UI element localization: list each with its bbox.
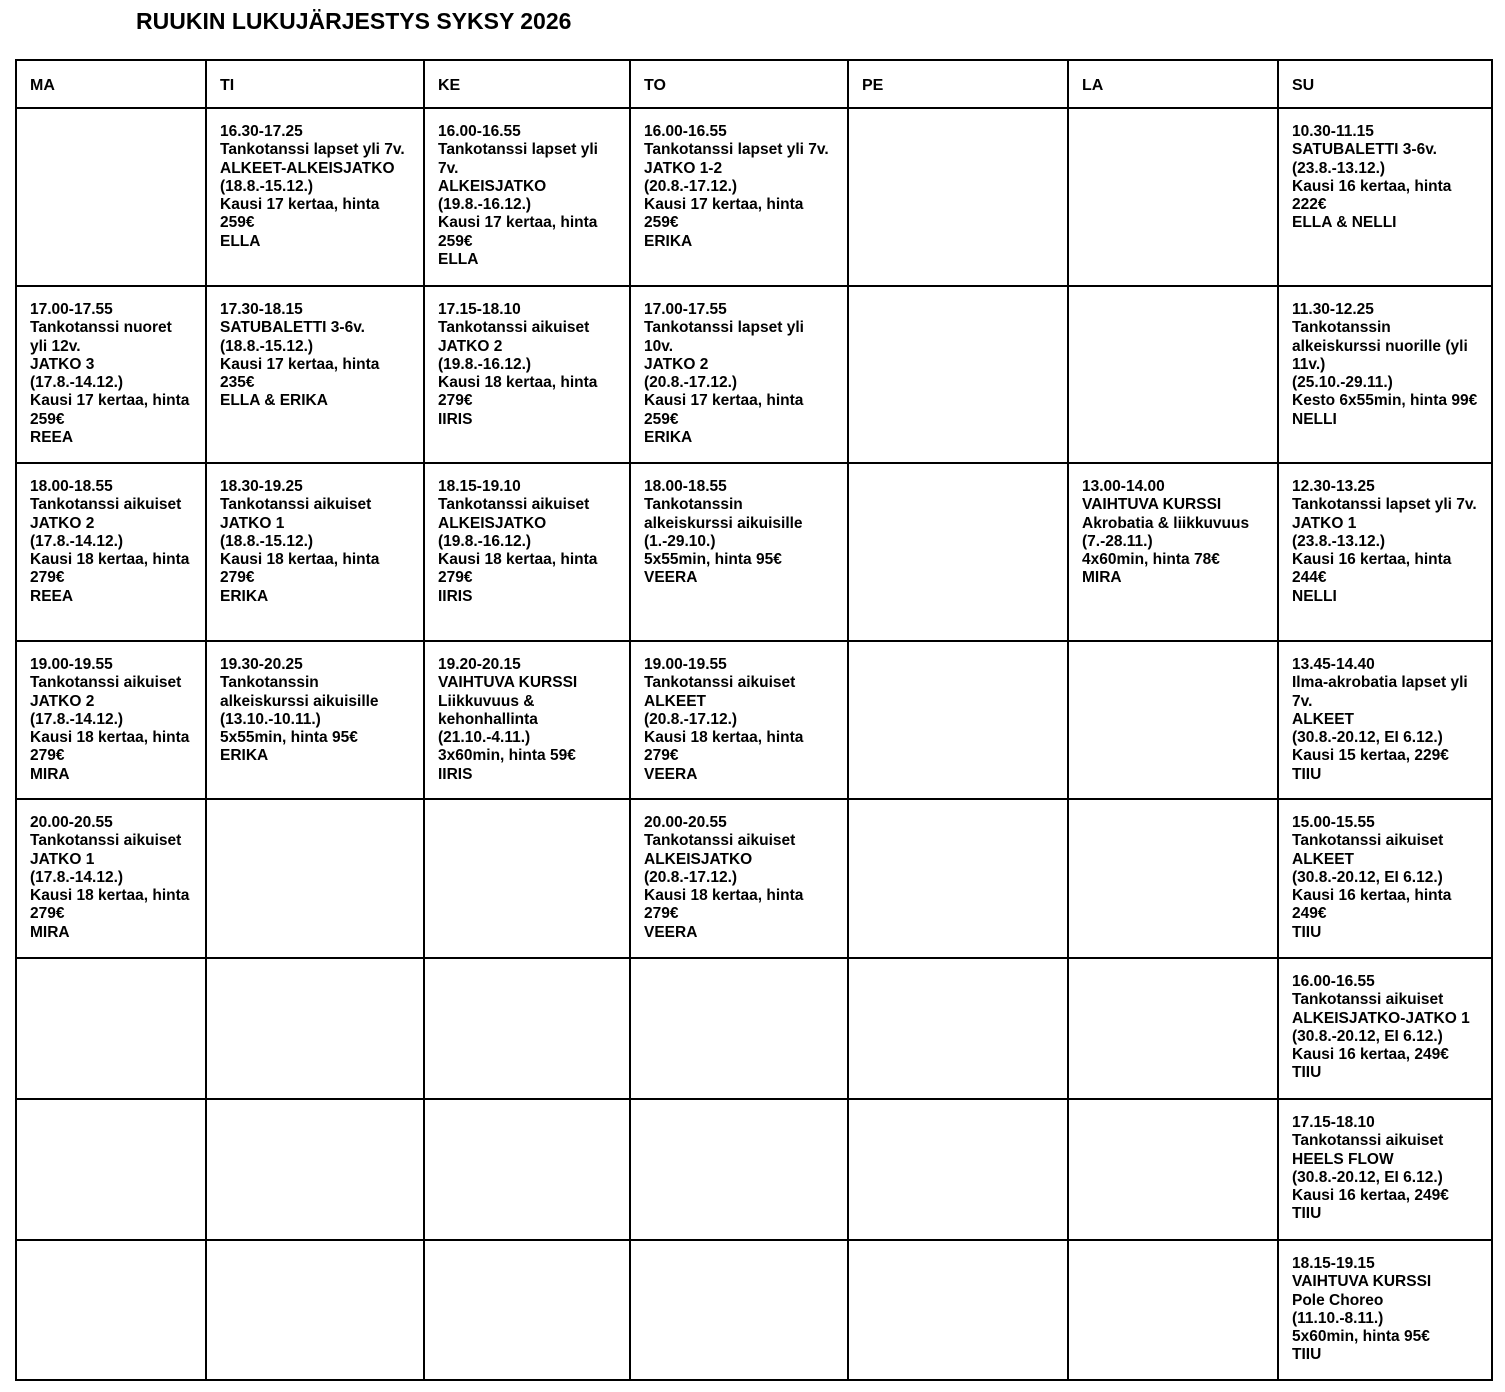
class-time: 17.00-17.55	[644, 301, 727, 318]
class-slot-su	[1278, 1240, 1492, 1380]
empty-slot	[206, 1099, 424, 1240]
class-detail: Kausi 17 kertaa, hinta 259€	[438, 214, 598, 250]
class-time: 10.30-11.15	[1292, 123, 1374, 140]
class-detail: ELLA & NELLI	[1292, 214, 1397, 232]
class-time: 20.00-20.55	[644, 814, 727, 831]
class-detail: (30.8.-20.12, EI 6.12.)	[1292, 868, 1443, 886]
class-detail: Liikkuvuus & kehonhallinta	[438, 692, 538, 728]
class-detail: (30.8.-20.12, EI 6.12.)	[1292, 1168, 1443, 1186]
class-slot-to	[630, 108, 848, 286]
class-time: 11.30-12.25	[1292, 301, 1374, 318]
class-detail: (25.10.-29.11.)	[1292, 374, 1393, 392]
empty-slot	[424, 1099, 630, 1240]
class-detail: (17.8.-14.12.)	[30, 868, 124, 886]
class-detail: MIRA	[1082, 569, 1122, 587]
class-time: 17.00-17.55	[30, 301, 113, 318]
class-name: Tankotanssi aikuiset	[1292, 832, 1444, 850]
empty-slot	[848, 463, 1068, 641]
class-detail: (13.10.-10.11.)	[220, 710, 321, 728]
class-detail: JATKO 2	[30, 514, 95, 532]
class-time: 13.00-14.00	[1082, 478, 1165, 495]
class-detail: MIRA	[30, 765, 70, 783]
empty-slot	[848, 108, 1068, 286]
empty-slot	[206, 1240, 424, 1380]
class-time: 16.00-16.55	[1292, 973, 1375, 990]
class-slot-su	[1278, 463, 1492, 641]
class-detail: JATKO 1	[220, 514, 285, 532]
class-detail: ALKEISJATKO	[438, 514, 547, 532]
class-detail: ELLA	[220, 232, 261, 250]
class-detail: Kausi 17 kertaa, hinta 259€	[644, 392, 804, 428]
class-detail: Kausi 18 kertaa, hinta 279€	[438, 374, 598, 410]
empty-slot	[630, 1240, 848, 1380]
class-detail: ALKEET-ALKEISJATKO	[220, 159, 395, 177]
class-detail: Kausi 17 kertaa, hinta 259€	[644, 196, 804, 232]
class-detail: JATKO 2	[644, 355, 709, 373]
class-detail: JATKO 2	[438, 337, 503, 355]
class-detail: (19.8.-16.12.)	[438, 196, 532, 214]
schedule-row	[16, 463, 1492, 641]
empty-slot	[848, 1099, 1068, 1240]
empty-slot	[1068, 799, 1278, 958]
class-detail: (20.8.-17.12.)	[644, 710, 738, 728]
empty-slot	[1068, 108, 1278, 286]
class-time: 17.15-18.10	[1292, 1114, 1375, 1131]
class-detail: (17.8.-14.12.)	[30, 710, 124, 728]
class-detail: JATKO 1	[30, 850, 95, 868]
class-slot-su	[1278, 958, 1492, 1099]
class-name: Tankotanssi aikuiset	[1292, 991, 1444, 1009]
class-detail: TIIU	[1292, 1346, 1322, 1364]
class-detail: TIIU	[1292, 1064, 1322, 1082]
empty-slot	[1068, 1240, 1278, 1380]
empty-slot	[1068, 286, 1278, 463]
empty-slot	[630, 958, 848, 1099]
empty-slot	[206, 799, 424, 958]
class-detail: (19.8.-16.12.)	[438, 355, 532, 373]
class-time: 16.30-17.25	[220, 123, 303, 140]
empty-slot	[1068, 958, 1278, 1099]
class-detail: (30.8.-20.12, EI 6.12.)	[1292, 1027, 1443, 1045]
class-slot-su	[1278, 641, 1492, 799]
class-detail: Pole Choreo	[1292, 1291, 1384, 1309]
class-name: Tankotanssi aikuiset	[30, 496, 182, 514]
class-detail: (23.8.-13.12.)	[1292, 159, 1386, 177]
class-slot-ke	[424, 641, 630, 799]
class-detail: (18.8.-15.12.)	[220, 177, 314, 195]
class-detail: ALKEISJATKO	[438, 177, 547, 195]
class-name: Tankotanssi aikuiset	[30, 832, 182, 850]
day-header-pe: PE	[848, 60, 1068, 108]
class-slot-ke	[424, 286, 630, 463]
empty-slot	[848, 286, 1068, 463]
class-name: Ilma-akrobatia lapset yli 7v.	[1292, 674, 1468, 710]
class-slot-ti	[206, 286, 424, 463]
empty-slot	[1068, 1099, 1278, 1240]
class-name: Tankotanssin alkeiskurssi nuorille (yli 11v.)	[1292, 319, 1468, 373]
class-detail: 3x60min, hinta 59€	[438, 747, 576, 765]
empty-slot	[424, 799, 630, 958]
class-detail: (7.-28.11.)	[1082, 532, 1153, 550]
class-detail: REEA	[30, 587, 74, 605]
schedule-row	[16, 641, 1492, 799]
class-detail: Kausi 16 kertaa, hinta 244€	[1292, 551, 1452, 587]
empty-slot	[16, 1099, 206, 1240]
schedule-row	[16, 958, 1492, 1099]
class-name: SATUBALETTI 3-6v.	[1292, 141, 1437, 159]
class-detail: Kausi 17 kertaa, hinta 235€	[220, 355, 380, 392]
class-time: 19.30-20.25	[220, 656, 303, 673]
class-name: Tankotanssi aikuiset	[438, 319, 590, 337]
class-name: Tankotanssi aikuiset	[644, 674, 796, 692]
class-slot-to	[630, 286, 848, 463]
class-time: 17.15-18.10	[438, 301, 521, 318]
class-time: 17.30-18.15	[220, 301, 303, 318]
class-detail: (1.-29.10.)	[644, 532, 716, 550]
class-time: 19.00-19.55	[30, 656, 113, 673]
class-detail: (20.8.-17.12.)	[644, 868, 738, 886]
class-name: Tankotanssin alkeiskurssi aikuisille	[644, 496, 803, 532]
class-time: 19.20-20.15	[438, 656, 521, 673]
class-time: 19.00-19.55	[644, 656, 727, 673]
class-detail: (20.8.-17.12.)	[644, 177, 738, 195]
class-detail: VEERA	[644, 569, 698, 587]
class-detail: NELLI	[1292, 410, 1337, 428]
class-detail: Kausi 16 kertaa, hinta 222€	[1292, 177, 1452, 214]
class-time: 13.45-14.40	[1292, 656, 1375, 673]
class-detail: VEERA	[644, 923, 698, 941]
class-slot-to	[630, 799, 848, 958]
class-detail: Kausi 16 kertaa, hinta 249€	[1292, 887, 1452, 923]
class-name: Tankotanssin alkeiskurssi aikuisille	[220, 674, 379, 710]
class-name: Tankotanssi lapset yli 7v.	[438, 141, 598, 177]
class-slot-to	[630, 463, 848, 641]
class-name: Tankotanssi lapset yli 7v.	[644, 141, 829, 159]
class-detail: (20.8.-17.12.)	[644, 374, 738, 392]
class-time: 20.00-20.55	[30, 814, 113, 831]
header-row	[16, 60, 1492, 108]
class-detail: Kausi 15 kertaa, 229€	[1292, 747, 1449, 765]
class-detail: (17.8.-14.12.)	[30, 532, 124, 550]
empty-slot	[424, 958, 630, 1099]
empty-slot	[848, 1240, 1068, 1380]
class-name: SATUBALETTI 3-6v.	[220, 319, 365, 337]
empty-slot	[630, 1099, 848, 1240]
class-detail: Kausi 17 kertaa, hinta 259€	[220, 196, 380, 232]
class-detail: Akrobatia & liikkuvuus	[1082, 514, 1250, 532]
class-detail: ELLA	[438, 251, 479, 269]
class-detail: (18.8.-15.12.)	[220, 337, 314, 355]
class-slot-ma	[16, 286, 206, 463]
class-detail: Kausi 18 kertaa, hinta 279€	[438, 551, 598, 587]
class-detail: 5x55min, hinta 95€	[220, 729, 358, 747]
class-slot-su	[1278, 1099, 1492, 1240]
class-time: 16.00-16.55	[644, 123, 727, 140]
class-detail: JATKO 2	[30, 692, 95, 710]
class-detail: Kausi 18 kertaa, hinta 279€	[644, 729, 804, 765]
class-detail: 5x60min, hinta 95€	[1292, 1328, 1430, 1346]
class-detail: Kausi 18 kertaa, hinta 279€	[30, 551, 190, 587]
schedule-row	[16, 1240, 1492, 1380]
schedule-row	[16, 286, 1492, 463]
class-slot-su	[1278, 286, 1492, 463]
class-time: 15.00-15.55	[1292, 814, 1375, 831]
class-name: Tankotanssi aikuiset	[220, 496, 372, 514]
page-title: RUUKIN LUKUJÄRJESTYS SYKSY 2026	[136, 8, 572, 34]
class-detail: ERIKA	[644, 429, 693, 447]
class-detail: IIRIS	[438, 410, 473, 428]
class-name: Tankotanssi lapset yli 10v.	[644, 319, 804, 355]
class-name: VAIHTUVA KURSSI	[1292, 1273, 1432, 1291]
class-name: VAIHTUVA KURSSI	[438, 674, 578, 692]
class-time: 18.15-19.15	[1292, 1255, 1375, 1272]
class-slot-ke	[424, 108, 630, 286]
class-slot-la	[1068, 463, 1278, 641]
empty-slot	[206, 958, 424, 1099]
class-slot-su	[1278, 799, 1492, 958]
class-name: Tankotanssi lapset yli 7v.	[1292, 496, 1477, 514]
class-detail: 5x55min, hinta 95€	[644, 551, 782, 569]
day-header-ti: TI	[206, 60, 424, 108]
day-header-la: LA	[1068, 60, 1278, 108]
class-time: 18.15-19.10	[438, 478, 521, 495]
schedule-row	[16, 1099, 1492, 1240]
class-time: 18.30-19.25	[220, 478, 303, 495]
class-slot-ti	[206, 108, 424, 286]
class-detail: TIIU	[1292, 765, 1322, 783]
class-time: 18.00-18.55	[30, 478, 113, 495]
class-name: Tankotanssi aikuiset	[644, 832, 796, 850]
class-time: 16.00-16.55	[438, 123, 521, 140]
class-detail: (11.10.-8.11.)	[1292, 1309, 1384, 1327]
class-time: 12.30-13.25	[1292, 478, 1375, 495]
empty-slot	[16, 958, 206, 1099]
class-detail: NELLI	[1292, 587, 1337, 605]
day-header-su: SU	[1278, 60, 1492, 108]
class-detail: (23.8.-13.12.)	[1292, 532, 1386, 550]
class-detail: (17.8.-14.12.)	[30, 374, 124, 392]
day-header-ke: KE	[424, 60, 630, 108]
empty-slot	[16, 1240, 206, 1380]
class-detail: JATKO 1-2	[644, 159, 723, 177]
class-detail: JATKO 3	[30, 355, 95, 373]
class-slot-to	[630, 641, 848, 799]
class-detail: Kausi 18 kertaa, hinta 279€	[644, 887, 804, 923]
class-detail: (19.8.-16.12.)	[438, 532, 532, 550]
class-name: VAIHTUVA KURSSI	[1082, 496, 1222, 514]
class-slot-ke	[424, 463, 630, 641]
empty-slot	[1068, 641, 1278, 799]
schedule-row	[16, 799, 1492, 958]
class-detail: ERIKA	[220, 747, 269, 765]
class-name: Tankotanssi aikuiset	[438, 496, 590, 514]
class-detail: VEERA	[644, 765, 698, 783]
day-header-to: TO	[630, 60, 848, 108]
class-detail: ERIKA	[220, 587, 269, 605]
empty-slot	[848, 641, 1068, 799]
empty-slot	[16, 108, 206, 286]
class-detail: TIIU	[1292, 923, 1322, 941]
class-detail: Kesto 6x55min, hinta 99€	[1292, 392, 1478, 410]
class-detail: TIIU	[1292, 1205, 1322, 1223]
class-detail: Kausi 18 kertaa, hinta 279€	[30, 729, 190, 765]
class-detail: HEELS FLOW	[1292, 1150, 1394, 1168]
class-detail: Kausi 18 kertaa, hinta 279€	[220, 551, 380, 587]
schedule-table	[15, 59, 1493, 1381]
class-slot-ma	[16, 799, 206, 958]
class-time: 18.00-18.55	[644, 478, 727, 495]
class-detail: ERIKA	[644, 232, 693, 250]
class-name: Tankotanssi aikuiset	[1292, 1132, 1444, 1150]
class-slot-ma	[16, 463, 206, 641]
class-detail: JATKO 1	[1292, 514, 1357, 532]
class-detail: (18.8.-15.12.)	[220, 532, 314, 550]
class-detail: REEA	[30, 429, 74, 447]
class-detail: ALKEISJATKO-JATKO 1	[1292, 1009, 1470, 1027]
class-detail: ALKEET	[1292, 850, 1354, 868]
schedule-body	[16, 108, 1492, 1380]
class-slot-su	[1278, 108, 1492, 286]
class-name: Tankotanssi lapset yli 7v.	[220, 141, 405, 159]
empty-slot	[848, 799, 1068, 958]
class-detail: Kausi 18 kertaa, hinta 279€	[30, 887, 190, 923]
class-detail: Kausi 16 kertaa, 249€	[1292, 1187, 1449, 1205]
class-slot-ma	[16, 641, 206, 799]
day-header-ma: MA	[16, 60, 206, 108]
class-detail: IIRIS	[438, 765, 473, 783]
class-slot-ti	[206, 463, 424, 641]
class-detail: ALKEET	[1292, 710, 1354, 728]
empty-slot	[848, 958, 1068, 1099]
class-detail: (21.10.-4.11.)	[438, 729, 531, 747]
class-detail: Kausi 17 kertaa, hinta 259€	[30, 392, 190, 428]
empty-slot	[424, 1240, 630, 1380]
class-detail: ALKEISJATKO	[644, 850, 753, 868]
class-detail: ALKEET	[644, 692, 706, 710]
class-detail: (30.8.-20.12, EI 6.12.)	[1292, 729, 1443, 747]
class-detail: MIRA	[30, 923, 70, 941]
class-name: Tankotanssi nuoret yli 12v.	[30, 319, 172, 355]
class-name: Tankotanssi aikuiset	[30, 674, 182, 692]
class-detail: Kausi 16 kertaa, 249€	[1292, 1046, 1449, 1064]
schedule-row	[16, 108, 1492, 286]
class-detail: ELLA & ERIKA	[220, 392, 328, 410]
class-detail: 4x60min, hinta 78€	[1082, 551, 1220, 569]
class-slot-ti	[206, 641, 424, 799]
class-detail: IIRIS	[438, 587, 473, 605]
